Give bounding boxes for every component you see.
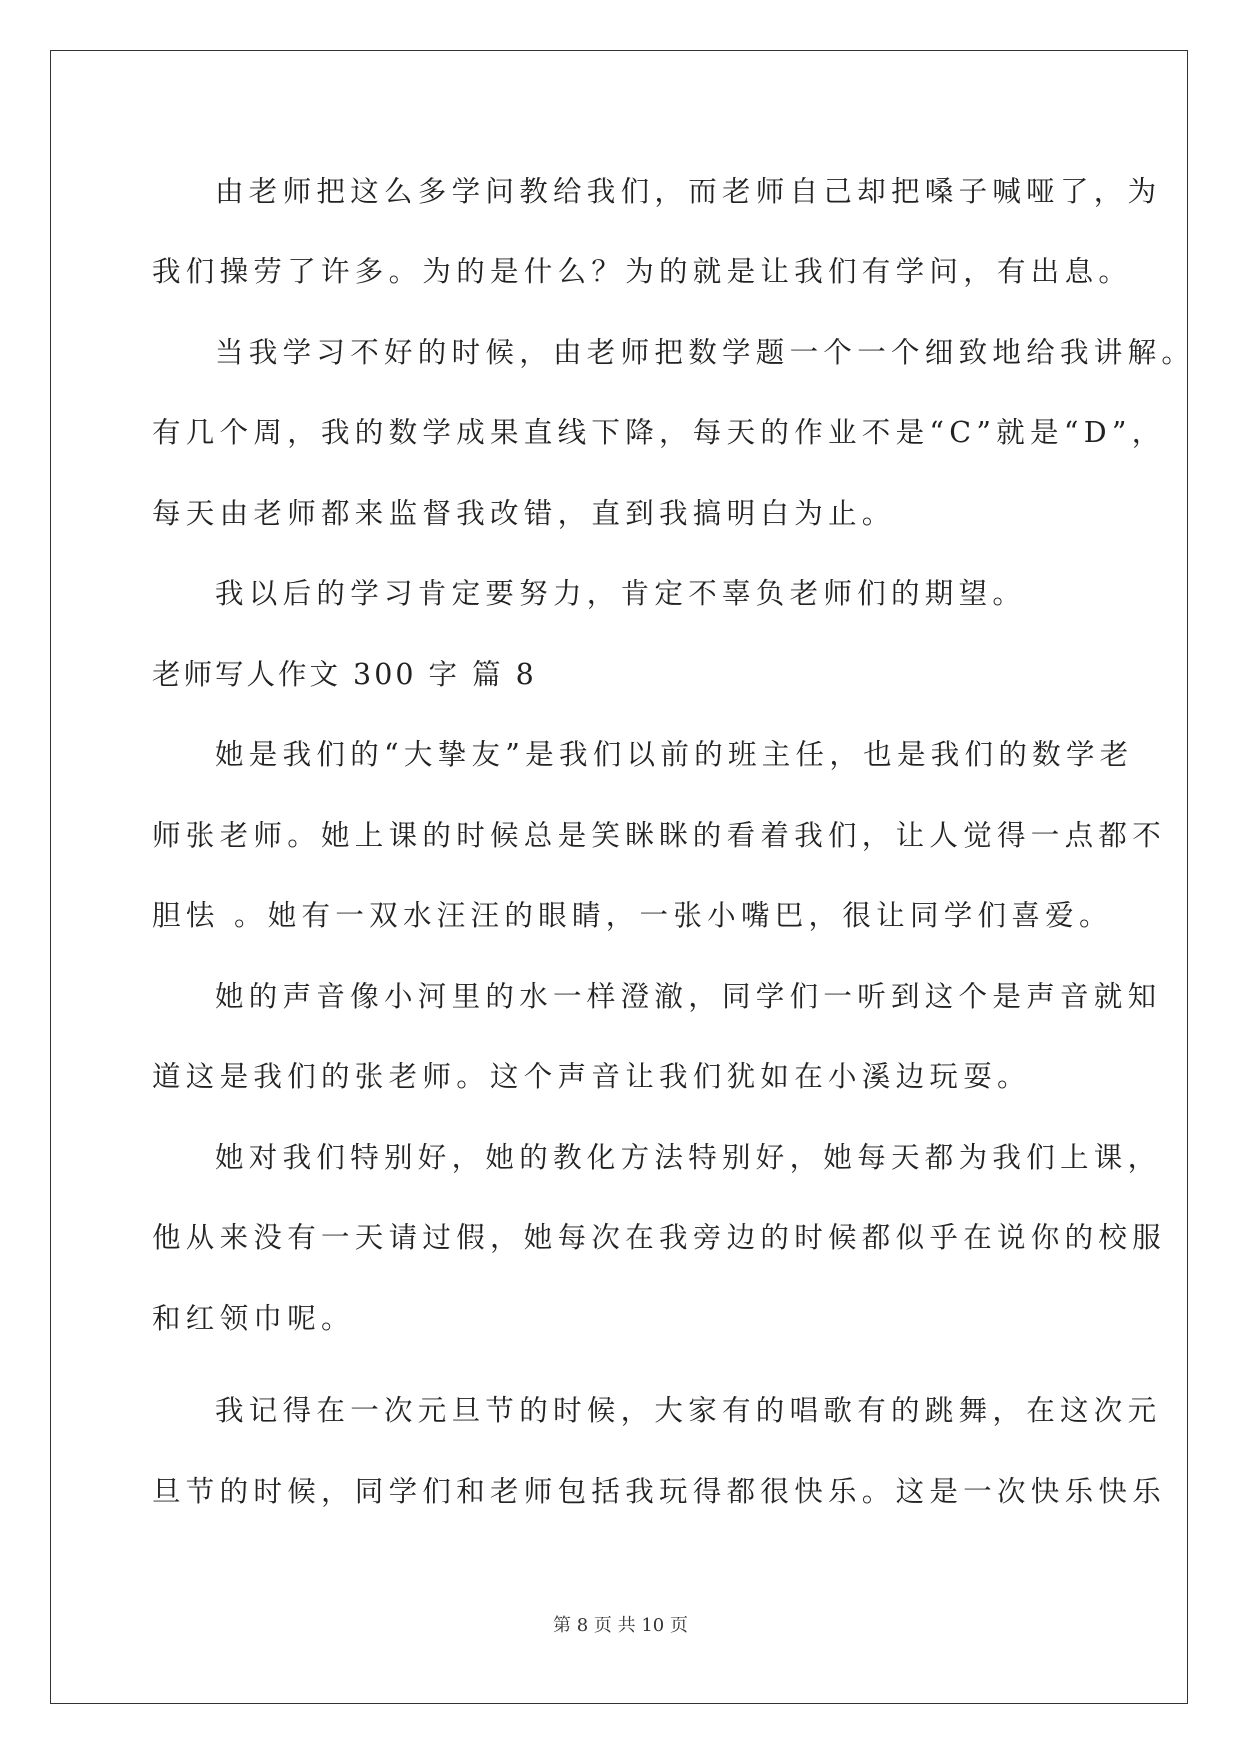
- paragraph-line: 和红领巾呢。: [152, 1302, 355, 1335]
- paragraph-line: 她的声音像小河里的水一样澄澈，同学们一听到这个是声音就知: [215, 980, 1162, 1013]
- paragraph-line: 她是我们的“大挚友”是我们以前的班主任，也是我们的数学老: [215, 738, 1134, 771]
- paragraph-line: 我们操劳了许多。为的是什么？为的就是让我们有学问，有出息。: [152, 255, 1133, 288]
- section-heading: 老师写人作文 300 字 篇 8: [152, 658, 537, 691]
- paragraph-line: 道这是我们的张老师。这个声音让我们犹如在小溪边玩耍。: [152, 1060, 1031, 1093]
- paragraph-line: 他从来没有一天请过假，她每次在我旁边的时候都似乎在说你的校服: [152, 1221, 1167, 1254]
- paragraph-line: 胆怯 。她有一双水汪汪的眼睛，一张小嘴巴，很让同学们喜爱。: [152, 899, 1113, 932]
- paragraph-line: 由老师把这么多学问教给我们，而老师自己却把嗓子喊哑了，为: [215, 175, 1162, 208]
- page-border: [50, 50, 1188, 1704]
- paragraph-line: 我记得在一次元旦节的时候，大家有的唱歌有的跳舞，在这次元: [215, 1394, 1162, 1427]
- paragraph-line: 她对我们特别好，她的教化方法特别好，她每天都为我们上课，: [215, 1141, 1162, 1174]
- page-number-footer: 第 8 页 共 10 页: [553, 1615, 688, 1636]
- paragraph-line: 当我学习不好的时候，由老师把数学题一个一个细致地给我讲解。: [215, 336, 1196, 369]
- paragraph-line: 我以后的学习肯定要努力，肯定不辜负老师们的期望。: [215, 577, 1027, 610]
- paragraph-line: 师张老师。她上课的时候总是笑眯眯的看着我们，让人觉得一点都不: [152, 819, 1167, 852]
- paragraph-line: 有几个周，我的数学成果直线下降，每天的作业不是“C”就是“D”，: [152, 416, 1166, 449]
- paragraph-line: 每天由老师都来监督我改错，直到我搞明白为止。: [152, 497, 896, 530]
- paragraph-line: 旦节的时候，同学们和老师包括我玩得都很快乐。这是一次快乐快乐: [152, 1475, 1167, 1508]
